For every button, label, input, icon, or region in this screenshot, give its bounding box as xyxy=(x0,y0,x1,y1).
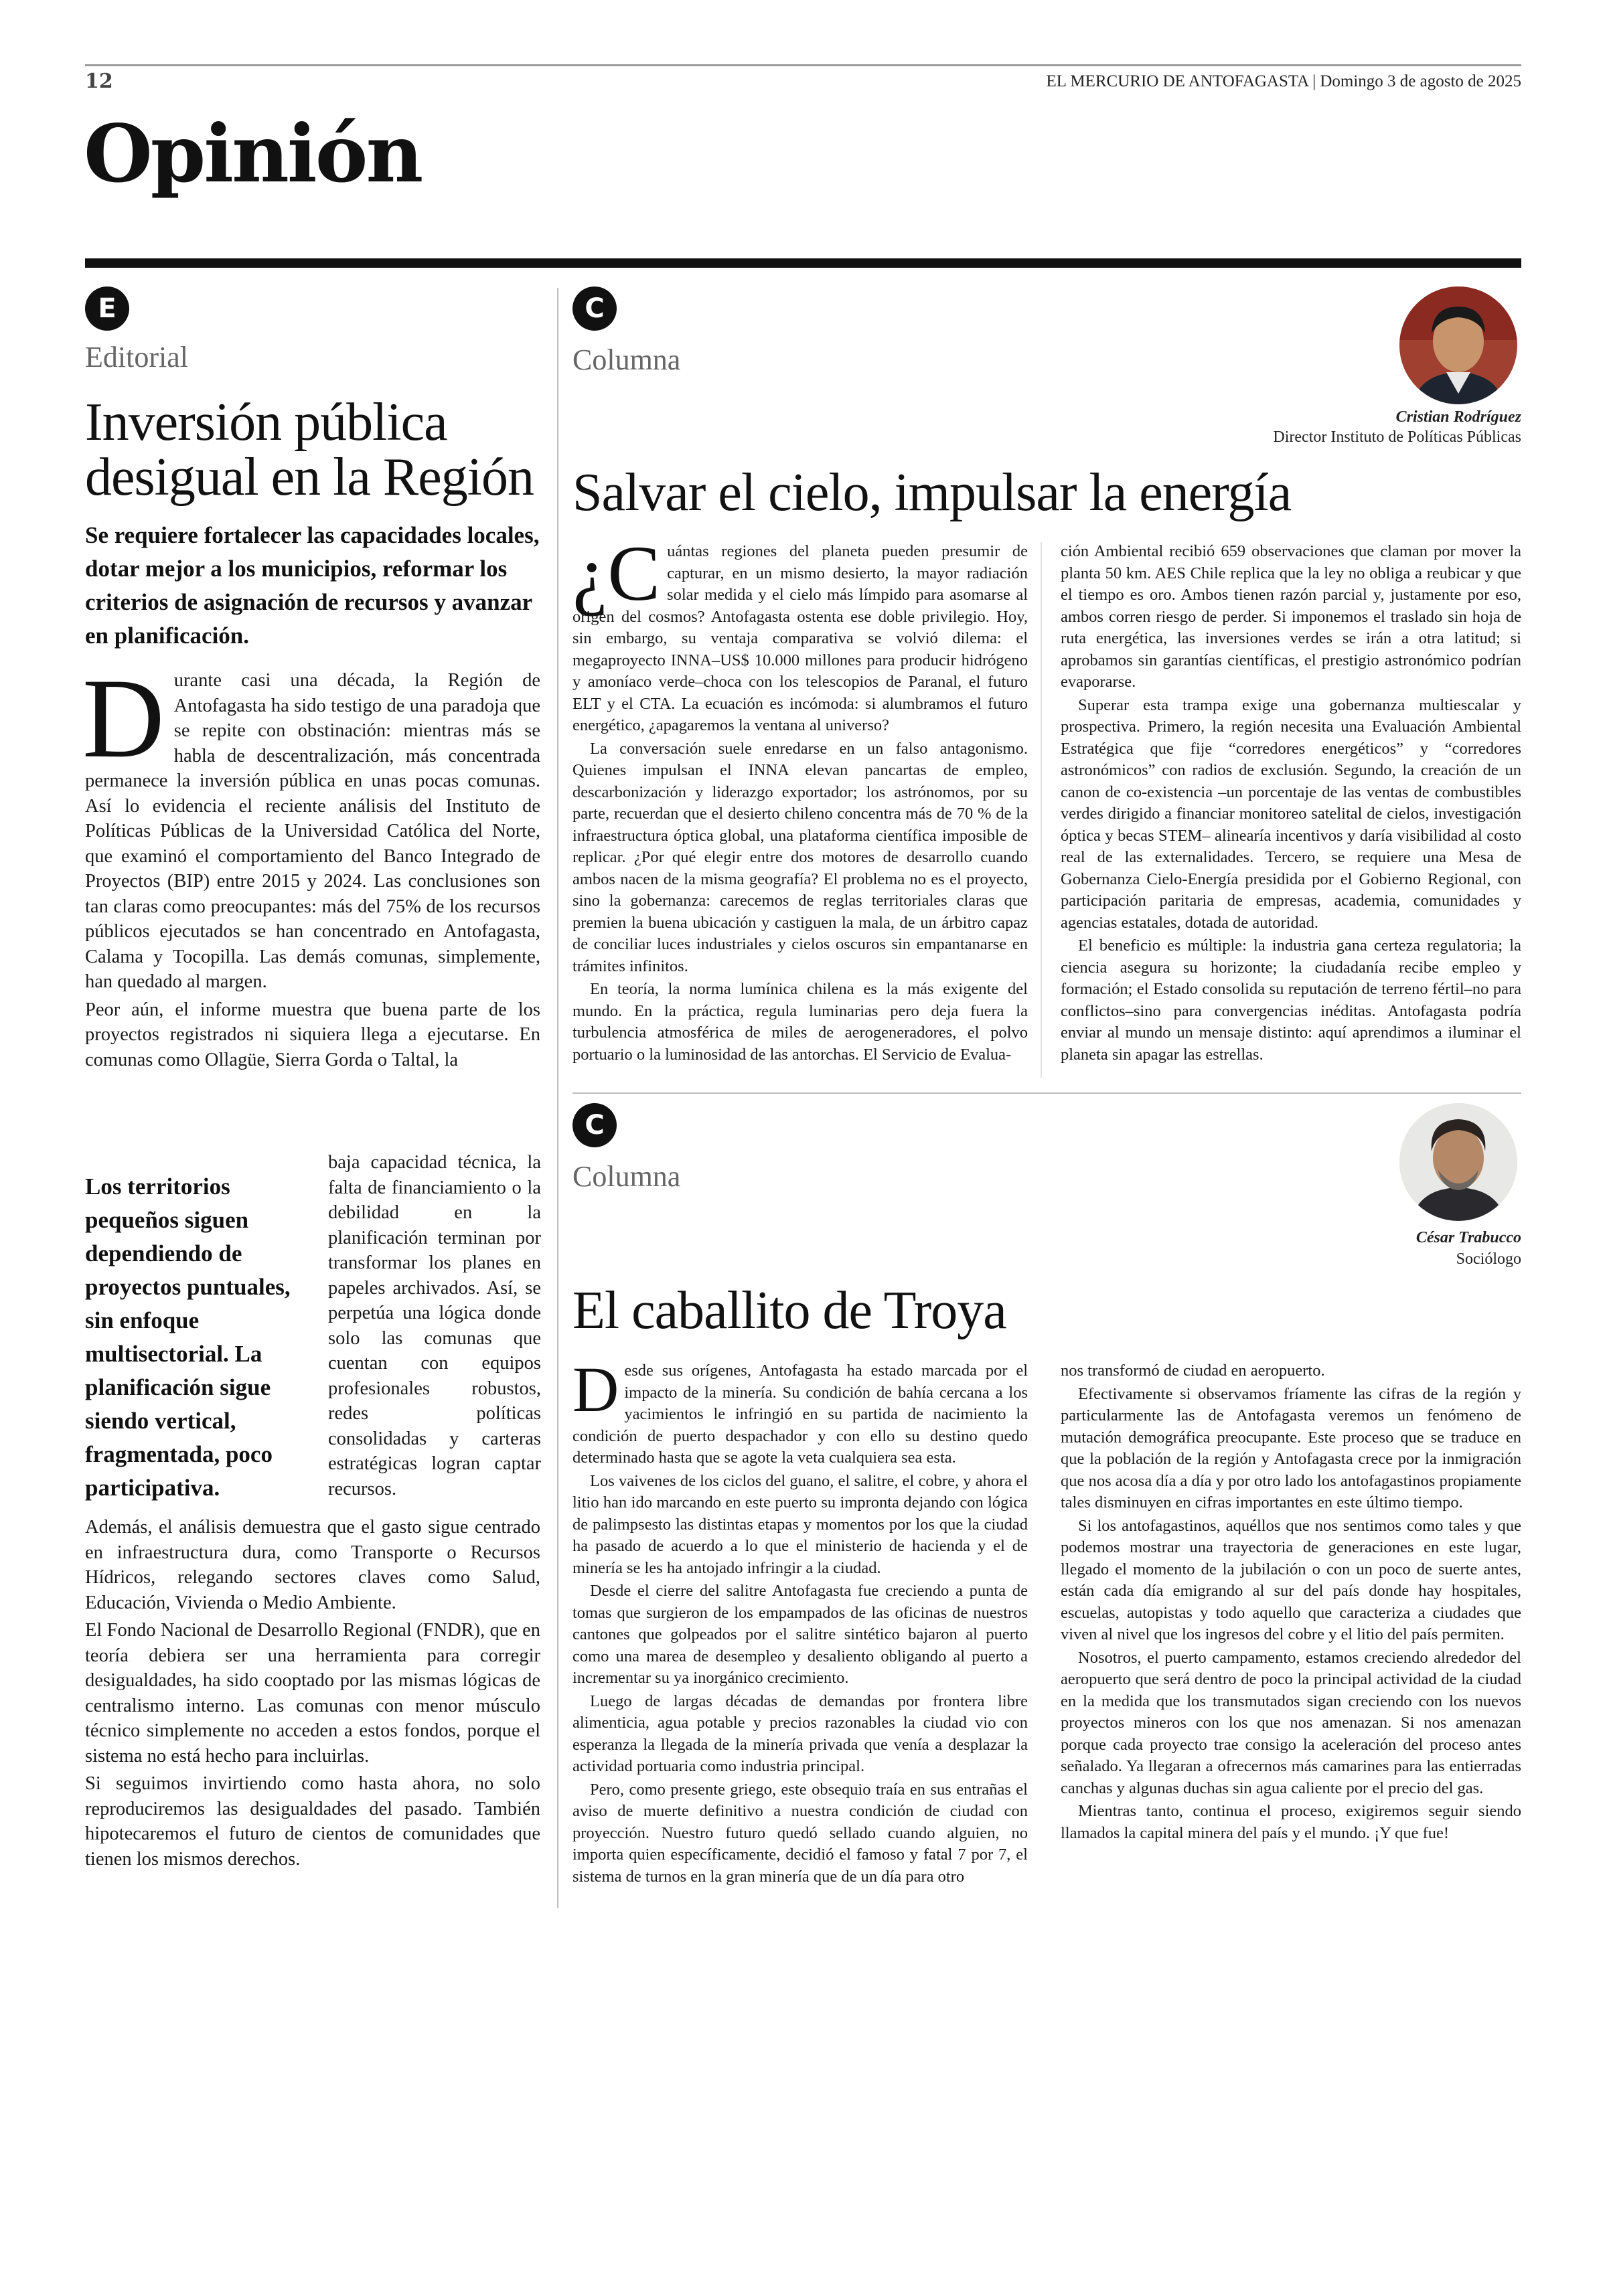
editorial-paragraph: baja capacidad técnica, la falta de financiamiento o la debilidad en la planificación terminan por transformar los planes en papeles archivados. Así, se perpetúa una lógica donde solo las comunas que cuentan con equipos profesionales robustos, redes políticas consolidadas y carteras estratégicas logran captar recursos. xyxy=(328,1152,541,1499)
column2-paragraph: nos transformó de ciudad en aeropuerto. xyxy=(1061,1362,1325,1380)
column2-paragraph: Desde sus orígenes, Antofagasta ha estado marcada por el impacto de la minería. Su condición de bahía cercana a los yacimientos le infringió en su partida de nacimiento la condición de puerto despachador y con ello su destino quedo determinado hasta que se agote la veta cualquiera sea esta. xyxy=(572,1354,1028,1467)
column2-paragraph: Efectivamente si observamos fríamente las cifras de la región y particularmente las de Antofagasta veremos un fenómeno de mutación demográfica preocupante. Este proceso que se traduce en que la población de la región y Antofagasta crece por la inmigración que nos acosa día a día y por otro lado los antofagastinos propiamente tales disminuyen en cifras importantes en este último tiempo. xyxy=(1061,1384,1521,1511)
column1-kicker: Columna xyxy=(572,343,681,376)
column1-headline: Salvar el cielo, impulsar la energía xyxy=(572,463,1292,522)
column1-paragraph: Superar esta trampa exige una gobernanza multiescalar y prospectiva. Primero, la región necesita una Evaluación Ambiental Estratégica que fije “corredores energéticos” y “corredores astronómicos” con radios de exclusión. Segundo, la creación de un canon de co-existencia –un porcentaje de las ventas de combustibles verdes dirigido a financiar monitoreo satelital de cielos, investigación óptica y becas STEM– alinearía incentivos y daría visibilidad al costo real de las externalidades. Tercero, se requiere una Mesa de Gobernanza Cielo-Energía presidida por el Gobierno Regional, con participación paritaria de empresas, academia, comunidades y agencias estatales, dotada de autoridad. xyxy=(1061,695,1521,932)
column2-headline: El caballito de Troya xyxy=(572,1281,1006,1340)
editorial-badge: E xyxy=(85,286,129,331)
page-number: 12 xyxy=(85,70,113,93)
column2-paragraph: Mientras tanto, continua el proceso, exigiremos seguir siendo llamados la capital minera del país y el mundo. ¡Y que fue! xyxy=(1061,1802,1521,1842)
column2-paragraph: Pero, como presente griego, este obsequio traía en sus entrañas el aviso de muerte definitivo a nuestra condición de ciudad con proyección. Nuestro futuro quedó sellado cuando alguien, no importa quien específicamente, decidió el famoso y fatal 7 por 7, el sistema de turnos en la gran minería que de un día para otro xyxy=(572,1780,1028,1886)
column2-paragraph: Luego de largas décadas de demandas por frontera libre alimenticia, agua potable y precios razonables la ciudad vio con esperanza la llegada de la minería privada que venía a desplazar la actividad portuaria como industria principal. xyxy=(572,1692,1028,1775)
editorial-headline xyxy=(85,395,554,505)
column1-paragraph: El beneficio es múltiple: la industria gana certeza regulatoria; la ciencia asegura su horizonte; la ciudadanía recibe empleo y formación; el Estado consolida su reputación de terreno fértil–no para conflictos–sino para convergencias inéditas. Antofagasta podría enviar al mundo un mensaje distinto: aquí aprendimos a iluminar el planeta sin apagar las estrellas. xyxy=(1061,936,1521,1064)
column2-right-text xyxy=(1061,1360,1521,1844)
editorial-pull-quote: Los territorios pequeños siguen dependiendo de proyectos puntuales, sin enfoque multisectorial. La planificación sigue siendo vertical, fragmentada, poco participativa. xyxy=(85,1173,291,1501)
editorial-kicker: Editorial xyxy=(85,341,188,374)
column1-left-text xyxy=(572,529,1028,1066)
masthead: EL MERCURIO DE ANTOFAGASTA | Domingo 3 de agosto de 2025 xyxy=(1046,72,1521,90)
column1-badge: C xyxy=(572,286,617,331)
editorial-drop-cap: D xyxy=(82,655,165,781)
article-divider xyxy=(572,1092,1521,1094)
editorial-deck: Se requiere fortalecer las capacidades locales, dotar mejor a los municipios, reformar los criterios de asignación de recursos y avanzar en planificación. xyxy=(85,522,540,649)
column1-author-photo xyxy=(1399,286,1517,404)
column2-paragraph: Nosotros, el puerto campamento, estamos creciendo alrededor del aeropuerto que será dentro de poco la principal actividad de la ciudad en la medida que los transmutados sigan creciendo con los nuevos proyectos mineros con los que nos amenazan. Si nos amenazan porque cada proyecto trae consigo la aceleración del proceso antes señalado. Ya llegaran a ofrecernos más camarines para las entierradas canchas y algunas duchas sin agua caliente por el precio del gas. xyxy=(1061,1648,1521,1797)
editorial-paragraph: Durante casi una década, la Región de Antofagasta ha sido testigo de una paradoja que se repite con obstinación: mientras más se habla de descentralización, más concentrada permanece la inversión pública en unas pocas comunas. Así lo evidencia el reciente análisis del Instituto de Políticas Públicas de la Universidad Católica del Norte, que examinó el comportamiento del Banco Integrado de Proyectos (BIP) entre 2015 y 2024. Las conclusiones son tan claras como preocupantes: más del 75% de los recursos públicos ejecutados se han concentrado en Antofagasta, Calama y Tocopilla. Las demás comunas, simplemente, han quedado al margen. xyxy=(82,655,540,992)
column2-author-name: César Trabucco xyxy=(1415,1229,1521,1246)
editorial-paragraph: Peor aún, el informe muestra que buena parte de los proyectos registrados ni siquiera llega a ejecutarse. En comunas como Ollagüe, Sierra Gorda o Taltal, la xyxy=(85,999,540,1070)
column-divider xyxy=(557,288,558,1908)
column2-author-role: Sociólogo xyxy=(1456,1250,1521,1268)
editorial-paragraph: El Fondo Nacional de Desarrollo Regional (FNDR), que en teoría debiera ser una herramienta para corregir desigualdades, ha sido cooptado por las mismas lógicas de centralismo interno. Las comunas con menor músculo técnico simplemente no acceden a estos fondos, porque el sistema no está hecho para incluirlas. xyxy=(85,1620,540,1767)
editorial-body-bottom xyxy=(85,1515,540,1872)
column2-drop-cap: D xyxy=(572,1354,619,1425)
editorial-body-narrow xyxy=(328,1150,541,1501)
column1-paragraph: ción Ambiental recibió 659 observaciones que claman por mover la planta 50 km. AES Chile replica que la ley no obliga a reubicar y que el tiempo es oro. Ambos tienen razón parcial y, justamente por eso, ambos corren riesgo de perder. Si imponemos el traslado sin hoja de ruta energética, las inversiones verdes se irán a otra latitud; si aprobamos sin garantías científicas, el prestigio astronómico podrían evaporarse. xyxy=(1061,542,1521,691)
column1-author-name: Cristian Rodríguez xyxy=(1395,408,1521,426)
portrait-photo-icon xyxy=(1399,286,1517,404)
portrait-photo-icon xyxy=(1399,1103,1517,1221)
column2-author-photo xyxy=(1399,1103,1517,1221)
column2-badge: C xyxy=(572,1103,617,1147)
column1-drop-cap: ¿C xyxy=(572,529,661,617)
section-title: Opinión xyxy=(84,107,422,200)
column-divider xyxy=(1041,542,1042,1078)
column1-right-text xyxy=(1061,541,1521,1066)
column2-kicker: Columna xyxy=(572,1160,681,1193)
editorial-paragraph: Si seguimos invirtiendo como hasta ahora, no solo reproduciremos las desigualdades del pasado. También hipotecaremos el futuro de cientos de comunidades que tienen los mismos derechos. xyxy=(85,1773,540,1870)
section-rule xyxy=(85,258,1521,268)
editorial-headline-line1: Inversión pública xyxy=(85,393,447,452)
column2-paragraph: Si los antofagastinos, aquéllos que nos sentimos como tales y que podemos mostrar una trayectoria de generaciones en este lugar, llegado el momento de la jubilación o con un poco de suerte antes, están cada día emigrando al sur del país donde hay hospitales, escuelas, autopistas y todo aquello que caracteriza a ciudades que viven al nivel que los ingresos del cobre y el litio del país permiten. xyxy=(1061,1516,1521,1643)
column2-paragraph: Desde el cierre del salitre Antofagasta fue creciendo a punta de tomas que surgieron de los empampados de las oficinas de nuestros cantones que golpeados por el salitre sintético bajaron al puerto como una marea de desempleo y desaliento obligando al puerto a incrementar su ya inorgánico crecimiento. xyxy=(572,1582,1028,1687)
editorial-paragraph: Además, el análisis demuestra que el gasto sigue centrado en infraestructura dura, como Transporte o Recursos Hídricos, relegando sectores claves como Salud, Educación, Vivienda o Medio Ambiente. xyxy=(85,1517,540,1613)
column1-paragraph: En teoría, la norma lumínica chilena es la más exigente del mundo. En la práctica, regula luminarias pero deja fuera la turbulencia atmosférica de miles de aerogeneradores, el polvo portuario o la luminosidad de las antorchas. El Servicio de Evalua- xyxy=(572,980,1028,1064)
column2-paragraph: Los vaivenes de los ciclos del guano, el salitre, el cobre, y ahora el litio han ido marcando en este puerto su impronta dejando con lógica de palimpsesto las distintas etapas y momentos por los que la ciudad ha pasado de acuerdo a lo que el ministerio de hacienda y el de minería se les ha antojado infringir a la ciudad. xyxy=(572,1471,1028,1577)
column1-author-role: Director Instituto de Políticas Públicas xyxy=(1273,428,1521,446)
editorial-body-top xyxy=(82,655,540,1072)
editorial-headline-line2: desigual en la Región xyxy=(85,448,534,507)
column2-left-text xyxy=(572,1354,1028,1888)
column1-paragraph: ¿C uántas regiones del planeta pueden presumir de capturar, en un mismo desierto, la mayor radiación solar medida y el cielo más límpido para asomarse al origen del cosmos? Antofagasta ostenta ese doble privilegio. Hoy, sin embargo, su ventaja comparativa se volvió dilema: el megaproyecto INNA–US$ 10.000 millones para producir hidrógeno y amoníaco verde–choca con los telescopios de Paranal, el futuro ELT y el CTA. La ecuación es incómoda: si alumbramos el futuro energético, ¿apagaremos la ventana al universo? xyxy=(572,529,1028,734)
column1-paragraph: La conversación suele enredarse en un falso antagonismo. Quienes impulsan el INNA elevan pancartas de empleo, descarbonización y liderazgo exportador; los astrónomos, por su parte, recuerdan que el desierto chileno concentra más de 70 % de la infraestructura óptica global, una plataforma científica imposible de replicar. ¿Por qué elegir entre dos motores de desarrollo cuando ambos nacen de la misma geografía? El problema no es el proyecto, sino la gobernanza: carecemos de reglas territoriales claras que premien la buena ubicación y castiguen la mala, de un árbitro capaz de conciliar luces industriales y cielos oscuros sin empantanarse en trámites infinitos. xyxy=(572,739,1028,975)
